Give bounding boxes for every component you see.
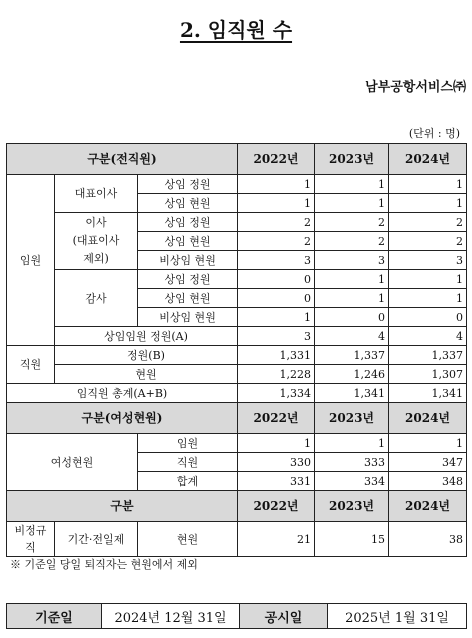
cell-value: 2 [238,232,315,251]
cell-value: 1 [389,270,467,289]
cell-value: 3 [238,327,315,346]
cell-value: 1 [389,194,467,213]
group-female: 여성현원 [7,434,138,491]
cell-value: 1,337 [315,346,389,365]
cell-value: 2 [315,213,389,232]
row-label: 상임 현원 [138,289,238,308]
cell-value: 1 [315,175,389,194]
row-label: 합계 [138,472,238,491]
header-year: 2022년 [238,403,315,434]
table-row [7,604,467,629]
row-label: 현원 [138,522,238,557]
header-year: 2023년 [315,403,389,434]
row-label: 상임 현원 [138,232,238,251]
cell-value: 1,228 [238,365,315,384]
header-year: 2023년 [315,144,389,175]
subgroup-director: 이사 (대표이사 제외) [55,213,138,270]
cell-value: 0 [238,289,315,308]
cell-value: 1 [238,194,315,213]
cell-value: 1 [315,270,389,289]
row-label: 상임 정원 [138,213,238,232]
header-year: 2022년 [238,144,315,175]
row-label: 상임임원 정원(A) [55,327,238,346]
row-label: 기간·전일제 [55,522,138,557]
base-date-value: 2024년 12월 31일 [102,604,240,629]
cell-value: 1,341 [389,384,467,403]
cell-value: 1 [389,175,467,194]
base-date-label: 기준일 [7,604,102,629]
table-header-row [7,403,467,434]
table-row [7,365,467,384]
cell-value: 1 [315,434,389,453]
footnote: ※ 기준일 당일 퇴직자는 현원에서 제외 [10,558,198,571]
table-row [7,522,467,557]
cell-value: 21 [238,522,315,557]
cell-value: 1 [315,289,389,308]
page-title: 2. 임직원 수 [179,18,293,42]
cell-value: 2 [238,213,315,232]
header-year: 2024년 [389,403,467,434]
row-label: 직원 [138,453,238,472]
date-table [6,603,467,629]
cell-value: 2 [389,232,467,251]
cell-value: 3 [315,251,389,270]
cell-value: 1 [389,289,467,308]
cell-value: 2 [315,232,389,251]
cell-value: 0 [238,270,315,289]
header-category: 구분 [7,491,238,522]
company-name: 남부공항서비스㈜ [365,80,466,95]
header-year: 2024년 [389,491,467,522]
publish-date-label: 공시일 [240,604,328,629]
header-year: 2024년 [389,144,467,175]
row-label: 상임 정원 [138,270,238,289]
cell-value: 15 [315,522,389,557]
table-row [7,327,467,346]
header-category: 구분(전직원) [7,144,238,175]
cell-value: 1,307 [389,365,467,384]
row-label: 현원 [55,365,238,384]
table-header-row [7,491,467,522]
staff-table [6,143,467,557]
table-header-row [7,144,467,175]
header-category: 구분(여성현원) [7,403,238,434]
group-executive: 임원 [7,175,55,346]
cell-value: 1,337 [389,346,467,365]
table-row [7,434,467,453]
cell-value: 330 [238,453,315,472]
cell-value: 0 [315,308,389,327]
row-label: 임직원 총계(A+B) [7,384,238,403]
cell-value: 38 [389,522,467,557]
cell-value: 1 [238,308,315,327]
cell-value: 347 [389,453,467,472]
cell-value: 1,334 [238,384,315,403]
header-year: 2022년 [238,491,315,522]
cell-value: 1 [238,175,315,194]
cell-value: 1 [315,194,389,213]
cell-value: 331 [238,472,315,491]
cell-value: 1,341 [315,384,389,403]
cell-value: 333 [315,453,389,472]
cell-value: 3 [389,251,467,270]
row-label: 상임 정원 [138,175,238,194]
cell-value: 4 [389,327,467,346]
table-row [7,346,467,365]
cell-value: 348 [389,472,467,491]
cell-value: 1,246 [315,365,389,384]
row-label: 비상임 현원 [138,308,238,327]
cell-value: 1 [389,434,467,453]
row-label: 비상임 현원 [138,251,238,270]
cell-value: 0 [389,308,467,327]
table-row [7,213,467,232]
unit-label: (단위 : 명) [408,127,460,140]
publish-date-value: 2025년 1월 31일 [328,604,467,629]
subgroup-rep-director: 대표이사 [55,175,138,213]
cell-value: 3 [238,251,315,270]
table-row [7,270,467,289]
header-year: 2023년 [315,491,389,522]
cell-value: 2 [389,213,467,232]
row-label: 임원 [138,434,238,453]
table-row [7,384,467,403]
subgroup-auditor: 감사 [55,270,138,327]
table-row [7,175,467,194]
row-label: 비정규직 [7,522,55,557]
cell-value: 1,331 [238,346,315,365]
group-staff: 직원 [7,346,55,384]
row-label: 정원(B) [55,346,238,365]
row-label: 상임 현원 [138,194,238,213]
cell-value: 4 [315,327,389,346]
cell-value: 334 [315,472,389,491]
cell-value: 1 [238,434,315,453]
